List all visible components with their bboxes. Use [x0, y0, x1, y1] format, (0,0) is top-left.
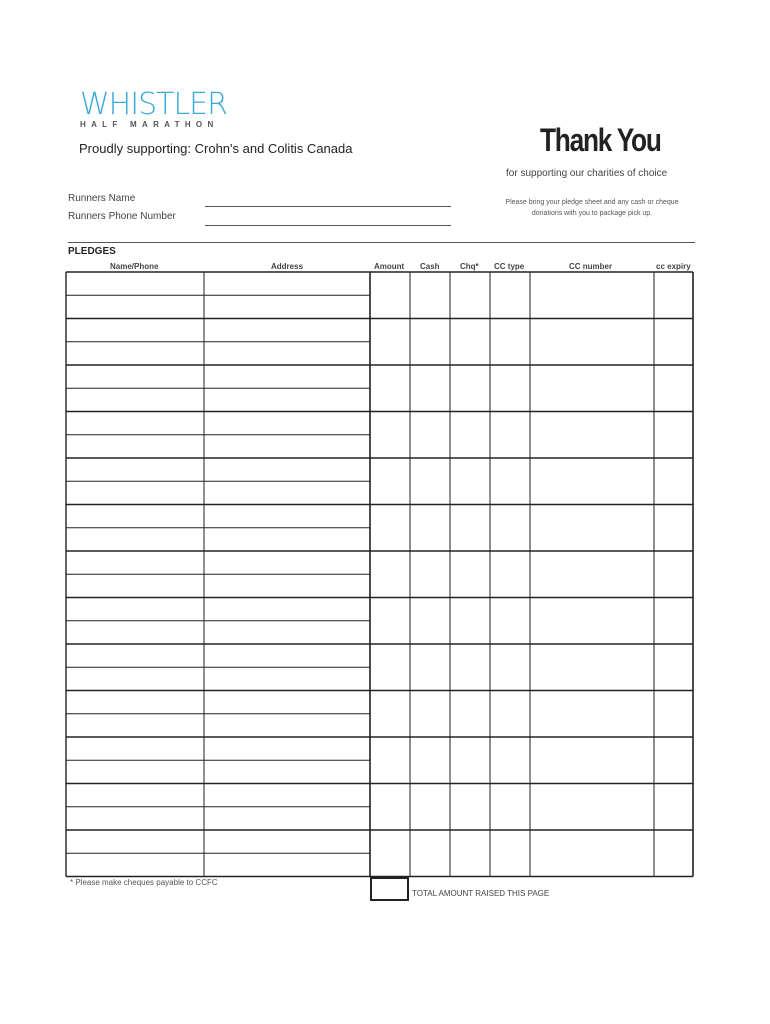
- cc-expiry-cell[interactable]: [654, 458, 693, 505]
- phone-cell[interactable]: [66, 528, 204, 551]
- cc-expiry-cell[interactable]: [654, 644, 693, 691]
- amount-cell[interactable]: [370, 505, 410, 552]
- name-cell[interactable]: [66, 319, 204, 342]
- cc-type-cell[interactable]: [490, 644, 530, 691]
- amount-cell[interactable]: [370, 737, 410, 784]
- total-amount-box[interactable]: [370, 877, 409, 901]
- chq-cell[interactable]: [450, 644, 490, 691]
- address-cell-line-2[interactable]: [204, 714, 370, 737]
- address-cell-line-2[interactable]: [204, 807, 370, 830]
- cc-expiry-cell[interactable]: [654, 551, 693, 598]
- col-header-cc-type: CC type: [494, 262, 525, 271]
- chq-cell[interactable]: [450, 412, 490, 459]
- cc-expiry-cell[interactable]: [654, 598, 693, 645]
- chq-cell[interactable]: [450, 737, 490, 784]
- address-cell-line-1[interactable]: [204, 737, 370, 760]
- cash-cell[interactable]: [410, 598, 450, 645]
- amount-cell[interactable]: [370, 551, 410, 598]
- name-cell[interactable]: [66, 505, 204, 528]
- col-header-cc-expiry: cc expiry: [656, 262, 691, 271]
- cc-expiry-cell[interactable]: [654, 505, 693, 552]
- cash-cell[interactable]: [410, 319, 450, 366]
- cc-type-cell[interactable]: [490, 598, 530, 645]
- address-cell-line-1[interactable]: [204, 412, 370, 435]
- name-cell[interactable]: [66, 458, 204, 481]
- address-cell-line-2[interactable]: [204, 574, 370, 597]
- cash-cell[interactable]: [410, 784, 450, 831]
- amount-cell[interactable]: [370, 691, 410, 738]
- address-cell-line-2[interactable]: [204, 667, 370, 690]
- pickup-note-line-2: donations with you to package pick up.: [531, 210, 653, 217]
- name-cell[interactable]: [66, 784, 204, 807]
- cc-expiry-cell[interactable]: [654, 272, 693, 319]
- thank-you-heading: Thank You: [540, 122, 661, 158]
- address-cell-line-1[interactable]: [204, 458, 370, 481]
- cc-type-cell[interactable]: [490, 830, 530, 877]
- amount-cell[interactable]: [370, 272, 410, 319]
- cc-type-cell[interactable]: [490, 458, 530, 505]
- name-cell[interactable]: [66, 644, 204, 667]
- amount-cell[interactable]: [370, 458, 410, 505]
- cc-type-cell[interactable]: [490, 365, 530, 412]
- address-cell-line-1[interactable]: [204, 598, 370, 621]
- cc-number-cell[interactable]: [530, 644, 654, 691]
- address-cell-line-2[interactable]: [204, 853, 370, 876]
- cc-number-cell[interactable]: [530, 551, 654, 598]
- address-cell-line-2[interactable]: [204, 388, 370, 411]
- cc-expiry-cell[interactable]: [654, 830, 693, 877]
- chq-cell[interactable]: [450, 319, 490, 366]
- name-cell[interactable]: [66, 830, 204, 853]
- address-cell-line-2[interactable]: [204, 621, 370, 644]
- cc-type-cell[interactable]: [490, 412, 530, 459]
- cc-expiry-cell[interactable]: [654, 365, 693, 412]
- address-cell-line-2[interactable]: [204, 435, 370, 458]
- supporting-charity-text: Proudly supporting: Crohn's and Colitis Canada: [79, 141, 353, 156]
- phone-cell[interactable]: [66, 621, 204, 644]
- chq-cell[interactable]: [450, 505, 490, 552]
- cc-type-cell[interactable]: [490, 319, 530, 366]
- phone-cell[interactable]: [66, 435, 204, 458]
- pledges-title: PLEDGES: [68, 246, 116, 257]
- address-cell-line-2[interactable]: [204, 481, 370, 504]
- cash-cell[interactable]: [410, 505, 450, 552]
- total-amount-label: TOTAL AMOUNT RAISED THIS PAGE: [412, 889, 550, 898]
- name-cell[interactable]: [66, 551, 204, 574]
- chq-cell[interactable]: [450, 830, 490, 877]
- cc-type-cell[interactable]: [490, 737, 530, 784]
- phone-cell[interactable]: [66, 388, 204, 411]
- name-cell[interactable]: [66, 272, 204, 295]
- name-cell[interactable]: [66, 737, 204, 760]
- amount-cell[interactable]: [370, 784, 410, 831]
- name-cell[interactable]: [66, 691, 204, 714]
- chq-cell[interactable]: [450, 691, 490, 738]
- cc-number-cell[interactable]: [530, 598, 654, 645]
- col-header-address: Address: [271, 262, 304, 271]
- chq-cell[interactable]: [450, 784, 490, 831]
- amount-cell[interactable]: [370, 319, 410, 366]
- runner-phone-label: Runners Phone Number: [68, 211, 176, 222]
- cc-number-cell[interactable]: [530, 737, 654, 784]
- cash-cell[interactable]: [410, 691, 450, 738]
- cc-expiry-cell[interactable]: [654, 691, 693, 738]
- runner-name-label: Runners Name: [68, 193, 136, 204]
- cc-number-cell[interactable]: [530, 365, 654, 412]
- phone-cell[interactable]: [66, 667, 204, 690]
- col-header-name-phone: Name/Phone: [110, 262, 159, 271]
- event-logo: WHISTLER: [80, 87, 227, 122]
- cc-expiry-cell[interactable]: [654, 319, 693, 366]
- phone-cell[interactable]: [66, 342, 204, 365]
- chq-cell[interactable]: [450, 598, 490, 645]
- col-header-chq: Chq*: [460, 262, 479, 271]
- phone-cell[interactable]: [66, 807, 204, 830]
- phone-cell[interactable]: [66, 481, 204, 504]
- address-cell-line-2[interactable]: [204, 760, 370, 783]
- cash-cell[interactable]: [410, 272, 450, 319]
- amount-cell[interactable]: [370, 365, 410, 412]
- cc-number-cell[interactable]: [530, 691, 654, 738]
- cc-expiry-cell[interactable]: [654, 412, 693, 459]
- phone-cell[interactable]: [66, 295, 204, 318]
- col-header-cash: Cash: [420, 262, 440, 271]
- address-cell-line-1[interactable]: [204, 365, 370, 388]
- charities-subtitle: for supporting our charities of choice: [506, 168, 668, 179]
- cc-type-cell[interactable]: [490, 505, 530, 552]
- chq-cell[interactable]: [450, 365, 490, 412]
- cc-number-cell[interactable]: [530, 830, 654, 877]
- chq-cell[interactable]: [450, 272, 490, 319]
- name-cell[interactable]: [66, 598, 204, 621]
- cc-type-cell[interactable]: [490, 784, 530, 831]
- phone-cell[interactable]: [66, 760, 204, 783]
- cc-expiry-cell[interactable]: [654, 737, 693, 784]
- address-cell-line-2[interactable]: [204, 295, 370, 318]
- phone-cell[interactable]: [66, 574, 204, 597]
- cash-cell[interactable]: [410, 412, 450, 459]
- address-cell-line-1[interactable]: [204, 644, 370, 667]
- cash-cell[interactable]: [410, 644, 450, 691]
- event-logo-subtitle: HALF MARATHON: [80, 120, 219, 129]
- cc-number-cell[interactable]: [530, 272, 654, 319]
- name-cell[interactable]: [66, 365, 204, 388]
- cc-number-cell[interactable]: [530, 319, 654, 366]
- phone-cell[interactable]: [66, 853, 204, 876]
- cc-number-cell[interactable]: [530, 784, 654, 831]
- cheque-note: * Please make cheques payable to CCFC: [70, 878, 218, 887]
- chq-cell[interactable]: [450, 458, 490, 505]
- cc-expiry-cell[interactable]: [654, 784, 693, 831]
- address-cell-line-1[interactable]: [204, 319, 370, 342]
- cash-cell[interactable]: [410, 365, 450, 412]
- amount-cell[interactable]: [370, 598, 410, 645]
- address-cell-line-2[interactable]: [204, 528, 370, 551]
- cash-cell[interactable]: [410, 551, 450, 598]
- pickup-note-line-1: Please bring your pledge sheet and any cash or cheque: [505, 199, 679, 206]
- cash-cell[interactable]: [410, 458, 450, 505]
- phone-cell[interactable]: [66, 714, 204, 737]
- cc-number-cell[interactable]: [530, 412, 654, 459]
- cash-cell[interactable]: [410, 737, 450, 784]
- address-cell-line-1[interactable]: [204, 272, 370, 295]
- chq-cell[interactable]: [450, 551, 490, 598]
- cc-type-cell[interactable]: [490, 272, 530, 319]
- address-cell-line-1[interactable]: [204, 505, 370, 528]
- amount-cell[interactable]: [370, 412, 410, 459]
- amount-cell[interactable]: [370, 644, 410, 691]
- address-cell-line-1[interactable]: [204, 551, 370, 574]
- amount-cell[interactable]: [370, 830, 410, 877]
- address-cell-line-1[interactable]: [204, 691, 370, 714]
- address-cell-line-1[interactable]: [204, 830, 370, 853]
- cc-number-cell[interactable]: [530, 458, 654, 505]
- address-cell-line-2[interactable]: [204, 342, 370, 365]
- cash-cell[interactable]: [410, 830, 450, 877]
- cc-type-cell[interactable]: [490, 551, 530, 598]
- col-header-cc-number: CC number: [569, 262, 613, 271]
- col-header-amount: Amount: [374, 262, 405, 271]
- name-cell[interactable]: [66, 412, 204, 435]
- cc-type-cell[interactable]: [490, 691, 530, 738]
- cc-number-cell[interactable]: [530, 505, 654, 552]
- address-cell-line-1[interactable]: [204, 784, 370, 807]
